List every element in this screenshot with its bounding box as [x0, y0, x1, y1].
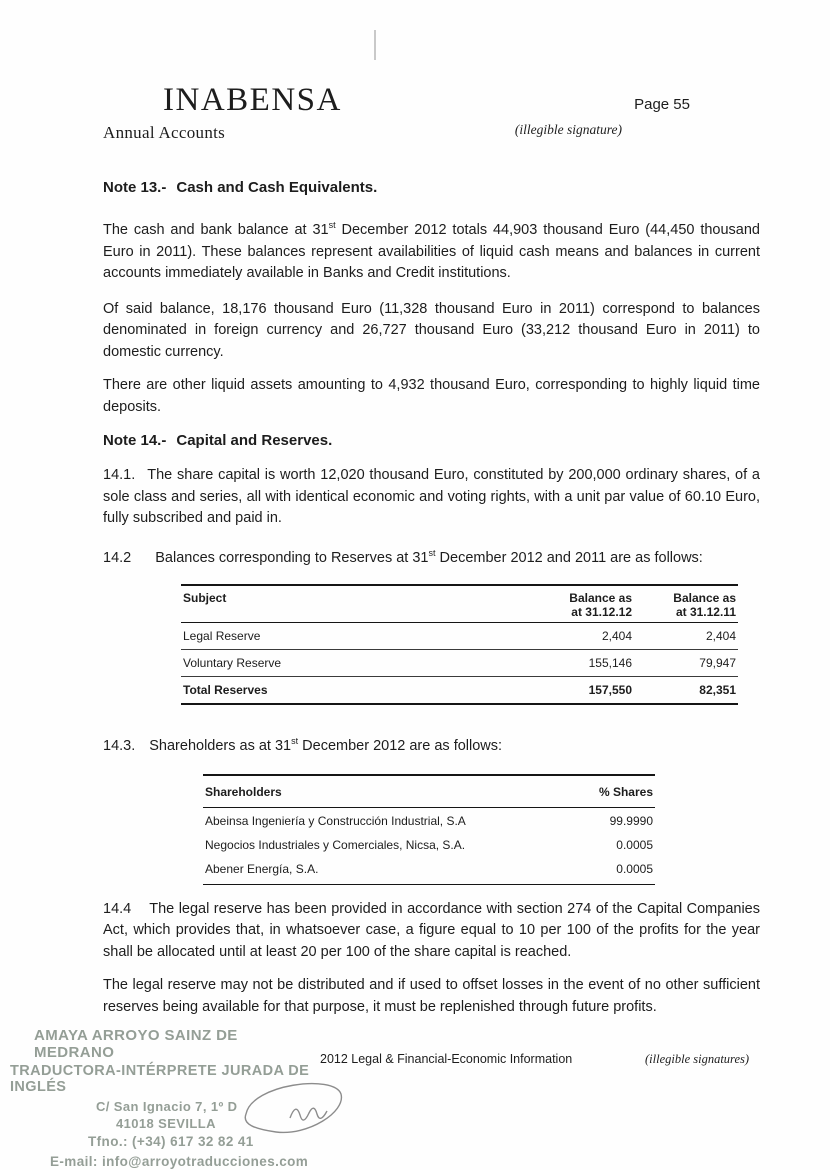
shareholders-table-header [203, 776, 655, 808]
column-header-line: at 31.12.12 [571, 604, 632, 619]
column-header-2011 [632, 591, 736, 619]
note-14-number: Note 14.- [103, 432, 167, 449]
footer-signatures-note: (illegible signatures) [645, 1052, 750, 1066]
reserves-table [181, 584, 738, 705]
section-14-2-intro [103, 547, 760, 566]
paragraph-text: Shareholders as at 31 [149, 737, 292, 754]
note-13-heading [103, 179, 760, 196]
document-subtitle: Annual Accounts [103, 123, 226, 142]
column-header-line: at 31.12.11 [675, 604, 736, 619]
shareholder-shares: 0.0005 [616, 861, 653, 876]
stamp-address-city: 41018 SEVILLA [116, 1116, 216, 1132]
column-header-line: Balance as [673, 590, 736, 605]
shareholder-shares: 0.0005 [616, 837, 653, 852]
reserve-value-2012: 155,146 [588, 655, 632, 670]
paragraph-text: December 2012 are as follows: [298, 737, 503, 754]
shareholders-table [203, 774, 655, 885]
table-total-row [181, 677, 738, 705]
column-header-shares: % Shares [598, 784, 653, 799]
column-header-line: Balance as [569, 590, 632, 605]
total-value-2012: 157,550 [588, 682, 632, 697]
shareholder-shares: 99.9990 [609, 813, 653, 828]
column-header-2012 [514, 591, 632, 619]
table-row [203, 856, 655, 884]
paragraph-text: The share capital is worth 12,020 thousand Euro, constituted by 200,000 ordinary shares, of a sole class and series, all with identical economic and voting rights, with a unit par value of 60.10 Euro, fully subscribed and paid in. [103, 467, 760, 526]
note-13-paragraph-3: There are other liquid assets amounting to 4,932 thousand Euro, corresponding to highly liquid time deposits. [103, 377, 760, 415]
company-logo: INABENSA [163, 82, 342, 118]
note-14-heading [103, 432, 760, 449]
section-number: 14.2 [103, 549, 132, 566]
paragraph-text: The legal reserve has been provided in accordance with section 274 of the Capital Companies Act, which provides that, in whatsoever case, a figure equal to 10 per 100 of the profits for the year shall be allocated until at least 20 per 100 of the share capital is reached. [103, 900, 760, 960]
total-value-2011: 82,351 [699, 682, 736, 697]
note-14-title: Capital and Reserves. [176, 432, 333, 449]
signature-note: (illegible signature) [514, 122, 622, 137]
section-14-3-intro [103, 735, 760, 754]
paragraph-text: December 2012 totals 44,903 thousand Euro (44,450 thousand Euro in 2011). These balances represent availabilities of liquid cash means and balances in current accounts immediately available in Banks and Credit institutions. [103, 222, 760, 281]
page-number: Page 55 [634, 96, 690, 113]
ordinal-superscript: st [328, 220, 336, 231]
reserve-label: Legal Reserve [183, 628, 261, 643]
section-14-4-paragraph [103, 899, 760, 964]
reserve-value-2011: 2,404 [705, 628, 736, 643]
reserve-value-2011: 79,947 [699, 655, 736, 670]
stamp-email: E-mail: info@arroyotraducciones.com [50, 1154, 309, 1170]
paragraph-text: The cash and bank balance at 31 [103, 222, 329, 238]
stamp-address-street: C/ San Ignacio 7, 1º D [96, 1098, 238, 1114]
footer-title: 2012 Legal & Financial-Economic Information [320, 1052, 573, 1066]
signature-scribble [238, 1072, 353, 1142]
table-row [203, 808, 655, 832]
paragraph-text: December 2012 and 2011 are as follows: [435, 549, 703, 566]
note-13-paragraph-2: Of said balance, 18,176 thousand Euro (11,328 thousand Euro in 2011) correspond to balances denominated in foreign currency and 26,727 thousand Euro (33,212 thousand Euro in 2011) to domestic currency. [103, 300, 760, 360]
closing-paragraph: The legal reserve may not be distributed and if used to offset losses in the event of no other sufficient reserves being available for that purpose, it must be replenished through future profits. [103, 977, 760, 1015]
stamp-title: TRADUCTORA-INTÉRPRETE JURADA DE INGLÉS [10, 1063, 310, 1095]
reserve-value-2012: 2,404 [601, 628, 632, 643]
column-header-subject: Subject [183, 590, 227, 605]
section-number: 14.4 [103, 900, 132, 917]
table-row [181, 650, 738, 677]
section-number: 14.3. [103, 737, 136, 754]
reserve-label: Voluntary Reserve [183, 655, 282, 670]
total-label: Total Reserves [183, 682, 268, 697]
section-number: 14.1. [103, 467, 136, 483]
shareholder-name: Negocios Industriales y Comerciales, Nicsa, S.A. [205, 837, 466, 852]
ordinal-superscript: st [428, 547, 436, 558]
page-header [103, 0, 760, 143]
table-row [203, 832, 655, 856]
note-13-title: Cash and Cash Equivalents. [176, 179, 378, 196]
shareholder-name: Abener Energía, S.A. [205, 861, 319, 876]
ordinal-superscript: st [291, 735, 299, 746]
shareholder-name: Abeinsa Ingeniería y Construcción Industrial, S.A [205, 813, 466, 828]
reserves-table-header [181, 586, 738, 623]
note-13-number: Note 13.- [103, 179, 167, 196]
section-14-1-paragraph [103, 465, 760, 530]
table-row [181, 623, 738, 650]
column-header-shareholders: Shareholders [205, 784, 282, 799]
note-13-paragraph-1 [103, 220, 760, 285]
paragraph-text: Balances corresponding to Reserves at 31 [155, 549, 429, 566]
stamp-name: AMAYA ARROYO SAINZ DE MEDRANO [34, 1027, 238, 1061]
stamp-phone: Tfno.: (+34) 617 32 82 41 [88, 1134, 254, 1150]
